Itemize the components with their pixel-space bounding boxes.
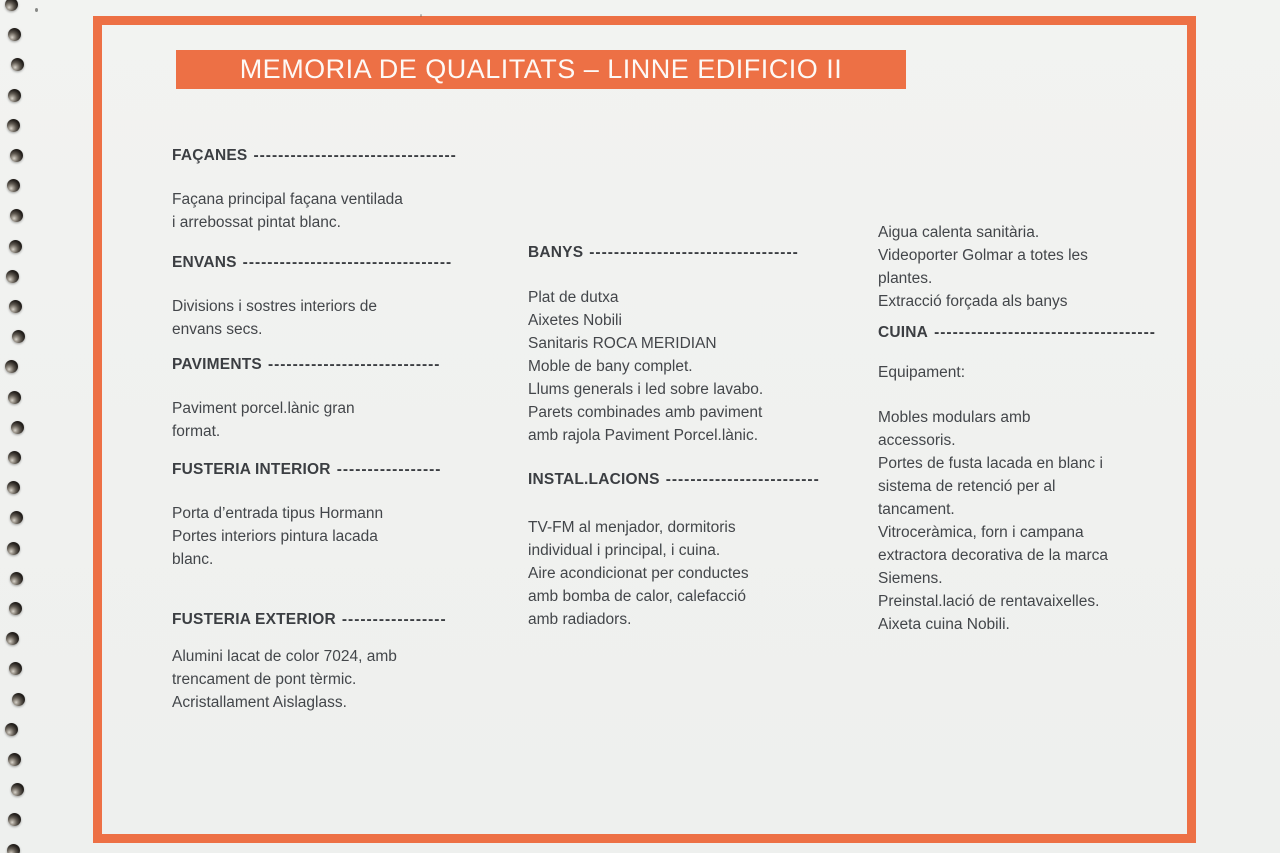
spiral-ring — [5, 360, 18, 373]
text-line: Aixeta cuina Nobili. — [878, 616, 1010, 633]
section-heading-rule: --------------------------------- — [253, 147, 457, 164]
spiral-ring — [11, 783, 24, 796]
text-line: extractora decorativa de la marca — [878, 547, 1109, 564]
section-paragraph-instal-continuacio-1 — [878, 221, 1088, 313]
section-paragraph-cuina-2 — [878, 406, 1108, 636]
text-line: Mobles modulars amb — [878, 409, 1031, 426]
text-line: Parets combinades amb paviment — [528, 404, 763, 421]
text-line: Moble de bany complet. — [528, 358, 693, 375]
spiral-ring — [8, 813, 21, 826]
section-heading-rule: ---------------------------------- — [242, 254, 453, 271]
spiral-ring — [11, 421, 24, 434]
text-line: amb bomba de calor, calefacció — [528, 588, 746, 605]
spiral-ring — [10, 149, 23, 162]
page-title: MEMORIA DE QUALITATS – LINNE EDIFICIO II — [239, 54, 843, 84]
text-line: trencament de pont tèrmic. — [172, 671, 357, 688]
section-heading-paviments — [172, 356, 440, 374]
section-heading-facanes — [172, 147, 457, 165]
text-line: accessoris. — [878, 432, 956, 449]
spiral-ring — [8, 28, 21, 41]
text-line: Paviment porcel.lànic gran — [172, 400, 355, 417]
spiral-ring — [8, 451, 21, 464]
section-heading-label: CUINA — [878, 324, 929, 341]
spiral-ring — [12, 693, 25, 706]
text-line: Portes de fusta lacada en blanc i — [878, 455, 1103, 472]
section-heading-label: FAÇANES — [172, 147, 248, 164]
section-heading-label: FUSTERIA EXTERIOR — [172, 611, 336, 628]
text-line: Divisions i sostres interiors de — [172, 298, 378, 315]
spiral-ring — [9, 602, 22, 615]
text-line: format. — [172, 423, 221, 440]
section-heading-fusteria-interior — [172, 461, 441, 479]
text-line: individual i principal, i cuina. — [528, 542, 721, 559]
text-line: sistema de retenció per al — [878, 478, 1056, 495]
section-heading-label: BANYS — [528, 244, 584, 261]
text-line: Alumini lacat de color 7024, amb — [172, 648, 397, 665]
section-paragraph-envans-1 — [172, 295, 377, 341]
text-line: Plat de dutxa — [528, 289, 619, 306]
text-line: Aire acondicionat per conductes — [528, 565, 749, 582]
spiral-ring — [7, 542, 20, 555]
section-heading-cuina — [878, 324, 1156, 342]
spiral-ring — [7, 119, 20, 132]
section-heading-rule: ------------------------------------ — [934, 324, 1156, 341]
spiral-ring — [12, 330, 25, 343]
section-heading-rule: ----------------- — [341, 611, 447, 628]
section-paragraph-banys-1 — [528, 286, 763, 447]
spiral-binding — [0, 0, 40, 853]
spiral-ring — [11, 58, 24, 71]
section-heading-label: PAVIMENTS — [172, 356, 262, 373]
section-heading-instal-lacions — [528, 471, 820, 489]
section-paragraph-cuina-1 — [878, 361, 965, 384]
spiral-ring — [10, 209, 23, 222]
text-line: i arrebossat pintat blanc. — [172, 214, 341, 231]
section-heading-banys — [528, 244, 799, 262]
title-banner — [176, 50, 906, 89]
text-line: Acristallament Aislaglass. — [172, 694, 347, 711]
text-line: Portes interiors pintura lacada — [172, 528, 378, 545]
section-heading-envans — [172, 254, 452, 272]
spiral-ring — [9, 662, 22, 675]
section-paragraph-instal-lacions-1 — [528, 516, 749, 631]
scan-speck — [35, 8, 38, 12]
section-heading-label: ENVANS — [172, 254, 237, 271]
spiral-ring — [7, 481, 20, 494]
text-line: blanc. — [172, 551, 214, 568]
section-paragraph-fusteria-interior-1 — [172, 502, 383, 571]
spiral-ring — [8, 89, 21, 102]
text-line: Vitroceràmica, forn i campana — [878, 524, 1084, 541]
text-line: Preinstal.lació de rentavaixelles. — [878, 593, 1100, 610]
text-line: plantes. — [878, 270, 933, 287]
section-paragraph-paviments-1 — [172, 397, 355, 443]
text-line: Aigua calenta sanitària. — [878, 224, 1040, 241]
section-heading-rule: ----------------- — [336, 461, 442, 478]
text-line: Siemens. — [878, 570, 943, 587]
section-heading-label: INSTAL.LACIONS — [528, 471, 660, 488]
text-line: amb radiadors. — [528, 611, 632, 628]
spiral-ring — [7, 179, 20, 192]
text-line: TV-FM al menjador, dormitoris — [528, 519, 736, 536]
text-line: envans secs. — [172, 321, 263, 338]
spiral-ring — [6, 270, 19, 283]
section-paragraph-fusteria-exterior-1 — [172, 645, 397, 714]
text-line: amb rajola Paviment Porcel.lànic. — [528, 427, 759, 444]
section-heading-rule: ------------------------- — [665, 471, 820, 488]
text-line: Sanitaris ROCA MERIDIAN — [528, 335, 717, 352]
section-paragraph-facanes-1 — [172, 188, 403, 234]
text-line: Equipament: — [878, 364, 966, 381]
text-line: Façana principal façana ventilada — [172, 191, 403, 208]
text-line: Videoporter Golmar a totes les — [878, 247, 1088, 264]
spiral-ring — [8, 753, 21, 766]
section-heading-label: FUSTERIA INTERIOR — [172, 461, 331, 478]
spiral-ring — [7, 844, 20, 853]
spiral-ring — [9, 240, 22, 253]
section-heading-fusteria-exterior — [172, 611, 447, 629]
section-heading-rule: ---------------------------------- — [589, 244, 799, 261]
spiral-ring — [5, 723, 18, 736]
text-line: Aixetes Nobili — [528, 312, 622, 329]
scan-speck — [420, 14, 422, 17]
spiral-ring — [9, 300, 22, 313]
spiral-ring — [5, 0, 18, 11]
text-line: Porta d’entrada tipus Hormann — [172, 505, 384, 522]
spiral-ring — [6, 632, 19, 645]
text-line: tancament. — [878, 501, 955, 518]
text-line: Llums generals i led sobre lavabo. — [528, 381, 764, 398]
spiral-ring — [10, 511, 23, 524]
spiral-ring — [8, 391, 21, 404]
text-line: Extracció forçada als banys — [878, 293, 1068, 310]
section-heading-rule: ---------------------------- — [267, 356, 441, 373]
spiral-ring — [10, 572, 23, 585]
